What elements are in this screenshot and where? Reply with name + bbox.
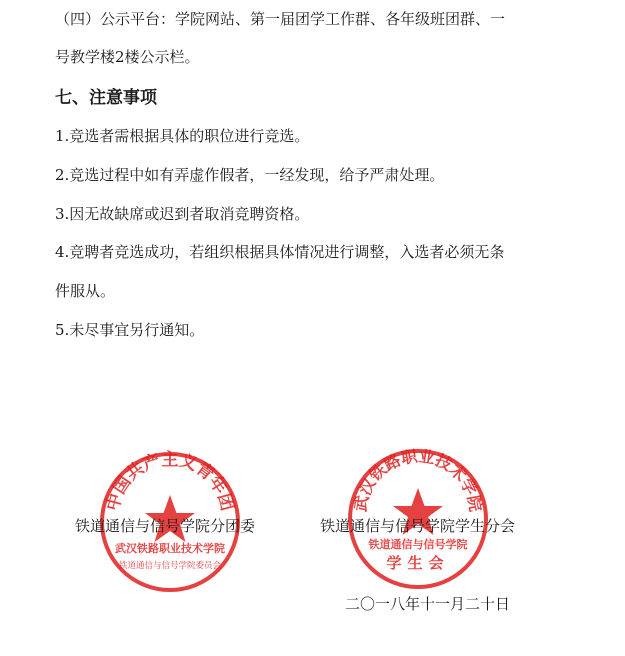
signature-right: 铁道通信与信号学院学生分会 [320,517,516,535]
note-item: 4.竞聘者竞选成功，若组织根据具体情况进行调整，入选者必须无条 [55,243,505,261]
signature-left: 铁道通信与信号学院分团委 [75,517,256,535]
right-seal-line2: 学生会 [386,554,450,572]
note-item: 1.竞选者需根据具体的职位进行竞选。 [55,127,310,145]
right-seal-line1: 铁道通信与信号学院 [368,538,468,551]
note-item: 2.竞选过程中如有弄虚作假者，一经发现，给予严肃处理。 [55,166,445,184]
left-seal-arc-text: 中国共产主义青年团 [103,449,237,513]
note-item: 3.因无故缺席或迟到者取消竞聘资格。 [55,205,310,223]
document-date: 二〇一八年十一月二十日 [345,595,511,613]
section-title: 七、注意事项 [55,88,157,108]
left-seal-line1: 武汉铁路职业技术学院 [115,542,225,555]
para-public-platform-line2: 号教学楼2楼公示栏。 [55,48,200,66]
note-item: 件服从。 [55,282,116,300]
right-seal-arc-text: 武汉铁路职业技术学院 [350,446,486,514]
para-public-platform-line1: （四）公示平台：学院网站、第一届团学工作群、各年级班团群、一 [55,10,506,28]
note-item: 5.未尽事宜另行通知。 [55,321,205,339]
left-seal-line2: 铁道通信与信号学院委员会 [118,561,222,571]
